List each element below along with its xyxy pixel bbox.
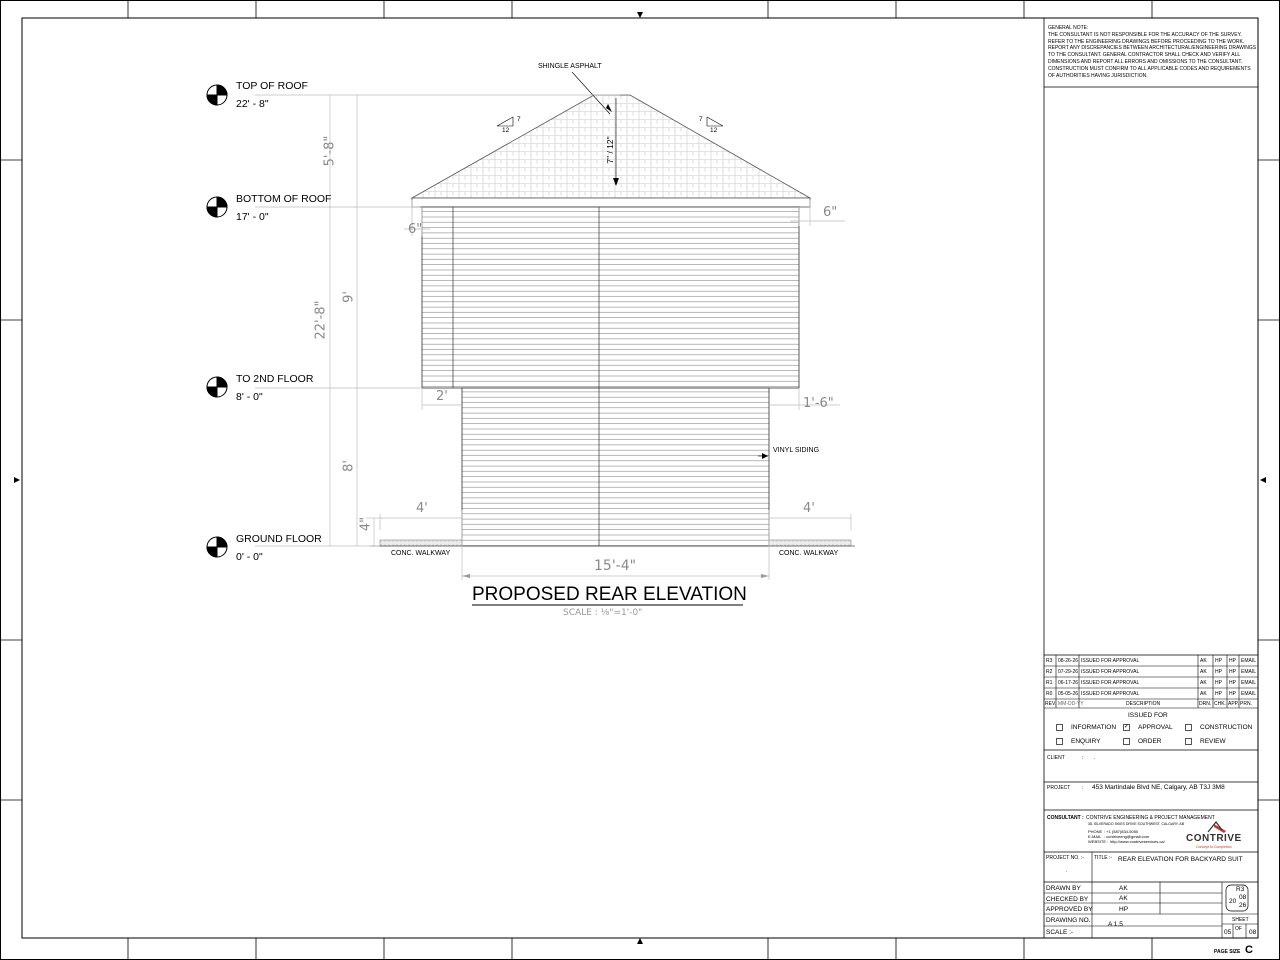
- rev-desc: ISSUED FOR APPROVAL: [1081, 658, 1140, 664]
- general-note-line: OF AUTHORITIES HAVING JURISDICTION.: [1048, 72, 1148, 79]
- client-sep: :: [1082, 755, 1084, 761]
- dim-roof-height: 5'-8": [322, 135, 338, 167]
- level-markers: [207, 85, 227, 557]
- slope-left: [497, 117, 513, 126]
- drawing-scale: SCALE : ⅛"=1'-0": [563, 608, 643, 618]
- page-size-label: PAGE SIZE: [1214, 949, 1241, 955]
- rev-date: 05-05-26: [1058, 691, 1079, 697]
- rev-header-prn: PRN.: [1240, 701, 1252, 707]
- rev-id: R2: [1046, 669, 1053, 675]
- rev-drn: AK: [1200, 669, 1207, 675]
- rev-prn: EMAIL: [1241, 680, 1257, 686]
- slope-right: [707, 117, 723, 126]
- drawing-title: PROPOSED REAR ELEVATION: [472, 584, 747, 605]
- lower-wall: [462, 388, 769, 546]
- rev-header-chk: CHK.: [1214, 701, 1226, 707]
- rev-drn: AK: [1200, 680, 1207, 686]
- issued-for-information[interactable]: INFORMATION: [1056, 724, 1116, 731]
- dim-grade: 4": [358, 516, 374, 532]
- rev-prn: EMAIL: [1241, 691, 1257, 697]
- rev-chk: HP: [1215, 680, 1222, 686]
- general-note-line: THE CONSULTANT IS NOT RESPONSIBLE FOR THE ACCURACY OF THE SURVEY.: [1048, 31, 1242, 38]
- rev-header-drn: DRN.: [1199, 701, 1212, 707]
- dim-upper-wall: 9': [341, 291, 357, 303]
- general-note-title: GENERAL NOTE:: [1048, 25, 1089, 31]
- issued-for-approval[interactable]: ✓ APPROVAL: [1124, 724, 1173, 732]
- walkway-right: [769, 540, 851, 546]
- general-note-line: CONSTRUCTION MUST CONFIRM TO ALL APPLICABLE CODES AND REQUIREMENTS: [1048, 65, 1251, 72]
- checkbox-checked-icon[interactable]: ✓: [1124, 724, 1130, 730]
- dim-step-left: 2': [436, 389, 448, 404]
- checkbox-icon[interactable]: [1123, 738, 1130, 745]
- rev-app: HP: [1229, 658, 1236, 664]
- dim-width: 15'-4": [594, 558, 637, 574]
- walkway-left: [380, 540, 462, 546]
- drawing-no-value: A 1.5: [1108, 921, 1123, 928]
- walkway-label-right: CONC. WALKWAY: [779, 550, 839, 557]
- title-label: TITLE :-: [1094, 855, 1113, 861]
- dim-overall-height: 22'-8": [313, 300, 329, 340]
- siding-label: VINYL SIDING: [773, 447, 820, 454]
- general-note-line: REPORT ANY DISCREPANCIES BETWEEN ARCHITECTURAL/ENGINEERING DRAWINGS: [1048, 45, 1257, 52]
- project-label: PROJECT: [1047, 785, 1071, 791]
- drawing-no-label: DRAWING NO.: [1046, 917, 1091, 924]
- approved-by-value: HP: [1119, 906, 1129, 913]
- roof-fascia: [412, 198, 810, 207]
- sheet-number: 05: [1224, 929, 1232, 936]
- issued-for-enquiry[interactable]: ENQUIRY: [1056, 738, 1101, 745]
- rev-app: HP: [1229, 680, 1236, 686]
- revision-stamp-year: 20: [1229, 898, 1237, 905]
- client-label: CLIENT: [1047, 755, 1065, 761]
- upper-wall: [422, 207, 799, 388]
- consultant-email-label: E-MAIL: [1088, 834, 1102, 839]
- rev-chk: HP: [1215, 658, 1222, 664]
- shingle-label: SHINGLE ASPHALT: [538, 63, 602, 70]
- general-note-line: REFER TO THE ENGINEERING DRAWINGS BEFORE PROCEEDING TO THE WORK.: [1048, 38, 1245, 45]
- revision-stamp-month: 08: [1239, 894, 1247, 901]
- sheet-of: OF: [1235, 926, 1242, 932]
- title-block-frame: [1044, 18, 1258, 938]
- dim-overhang-left: 6": [408, 222, 423, 237]
- project-value: 453 Martindale Blvd NE, Calgary, AB T3J 3M8: [1092, 784, 1225, 791]
- dim-walkway-left: 4': [416, 501, 428, 516]
- rev-id: R0: [1046, 691, 1053, 697]
- checked-by-label: CHECKED BY: [1046, 896, 1089, 903]
- sheet-label: SHEET: [1232, 917, 1249, 923]
- consultant-label: CONSULTANT :: [1047, 815, 1084, 821]
- dim-walkway-right: 4': [803, 501, 815, 516]
- level-name: TOP OF ROOF: [236, 80, 308, 92]
- walkway-label-left: CONC. WALKWAY: [391, 550, 451, 557]
- rev-header-desc: DESCRIPTION: [1126, 701, 1161, 707]
- logo-text: CONTRIVE: [1186, 833, 1242, 844]
- logo-tagline: Concept to Completion: [1196, 845, 1232, 849]
- checkbox-icon[interactable]: [1185, 724, 1192, 731]
- rev-app: HP: [1229, 669, 1236, 675]
- level-elevation: 22' - 8": [236, 98, 269, 110]
- dim-overhang-right: 6": [823, 205, 838, 220]
- revision-stamp-day: 26: [1239, 902, 1247, 909]
- dim-step-right: 1'-6": [803, 396, 834, 411]
- issued-for-order[interactable]: ORDER: [1123, 738, 1161, 745]
- project-sep: :: [1082, 785, 1084, 791]
- rev-header-app: APP.: [1228, 701, 1239, 707]
- consultant-address: 38, SILVERADO SKIES DRIVE SOUTHWEST, CALGARY, AB: [1088, 822, 1185, 826]
- general-note-line: TO THE CONSULTANT. GENERAL CONTRACTOR SHALL CHECK AND VERIFY ALL: [1048, 52, 1241, 59]
- roof-pitch: 7" / 12": [605, 136, 615, 164]
- rev-app: HP: [1229, 691, 1236, 697]
- rev-desc: ISSUED FOR APPROVAL: [1081, 680, 1140, 686]
- level-elevation: 17' - 0": [236, 211, 269, 223]
- issued-for-construction[interactable]: CONSTRUCTION: [1185, 724, 1252, 731]
- rev-id: R1: [1046, 680, 1053, 686]
- rev-date: 06-17-26: [1058, 680, 1079, 686]
- consultant-email: : contriveeng@gmail.com: [1104, 834, 1150, 839]
- rev-desc: ISSUED FOR APPROVAL: [1081, 691, 1140, 697]
- issued-for-title: ISSUED FOR: [1128, 712, 1168, 719]
- rev-header-date: MM-DD-YY: [1058, 701, 1084, 707]
- rev-desc: ISSUED FOR APPROVAL: [1081, 669, 1140, 675]
- consultant-phone: : +1 (587)834-5050: [1104, 829, 1139, 834]
- rev-date: 07-29-26: [1058, 669, 1079, 675]
- approved-by-label: APPROVED BY: [1046, 906, 1093, 913]
- level-elevation: 0' - 0": [236, 551, 263, 563]
- level-name: BOTTOM OF ROOF: [236, 193, 332, 205]
- rev-chk: HP: [1215, 669, 1222, 675]
- slope-right-run: 12: [710, 127, 718, 134]
- scale-label: SCALE :-: [1046, 929, 1074, 936]
- level-elevation: 8' - 0": [236, 391, 263, 403]
- issued-for-review[interactable]: REVIEW: [1185, 738, 1226, 745]
- rev-prn: EMAIL: [1241, 669, 1257, 675]
- level-name: GROUND FLOOR: [236, 533, 322, 545]
- checkbox-icon[interactable]: [1056, 738, 1063, 745]
- page-size-value: C: [1245, 944, 1253, 956]
- rev-date: 08-26-26: [1058, 658, 1079, 664]
- consultant-name: CONTRIVE ENGINEERING & PROJECT MANAGEMENT: [1086, 815, 1215, 821]
- project-no-value: .: [1066, 868, 1068, 874]
- consultant-website[interactable]: http://www.contriveservices.ca/: [1110, 839, 1165, 844]
- drawn-by-value: AK: [1119, 885, 1128, 892]
- consultant-phone-label: PHONE: [1088, 829, 1103, 834]
- checkbox-icon[interactable]: [1056, 724, 1063, 731]
- slope-left-run: 12: [502, 127, 510, 134]
- revision-stamp-rev: R3: [1236, 886, 1245, 893]
- checkbox-icon[interactable]: [1185, 738, 1192, 745]
- slope-left-rise: 7: [517, 116, 521, 123]
- dim-lower-wall: 8': [341, 460, 357, 472]
- client-value: .: [1094, 755, 1096, 761]
- rev-id: R3: [1046, 658, 1053, 664]
- level-name: TO 2ND FLOOR: [236, 373, 314, 385]
- project-no-label: PROJECT NO. :-: [1046, 855, 1084, 861]
- rev-drn: AK: [1200, 658, 1207, 664]
- slope-right-rise: 7: [699, 116, 703, 123]
- rev-drn: AK: [1200, 691, 1207, 697]
- general-note-line: DIMENSIONS AND REPORT ALL ERRORS AND OMISSIONS TO THE CONSULTANT.: [1048, 58, 1243, 65]
- elevation-drawing: [207, 72, 855, 605]
- rev-chk: HP: [1215, 691, 1222, 697]
- logo-roof-mark: [1214, 824, 1226, 833]
- contrive-logo: [1208, 822, 1226, 833]
- checked-by-value: AK: [1119, 895, 1128, 902]
- rev-prn: EMAIL: [1241, 658, 1257, 664]
- general-note: [1048, 25, 1256, 79]
- sheet-total: 08: [1249, 929, 1257, 936]
- rev-header-rev: REV.: [1045, 701, 1057, 707]
- drawn-by-label: DRAWN BY: [1046, 885, 1081, 892]
- consultant-website-label: WEBSITE :: [1088, 839, 1109, 844]
- title-value: REAR ELEVATION FOR BACKYARD SUIT: [1118, 856, 1243, 863]
